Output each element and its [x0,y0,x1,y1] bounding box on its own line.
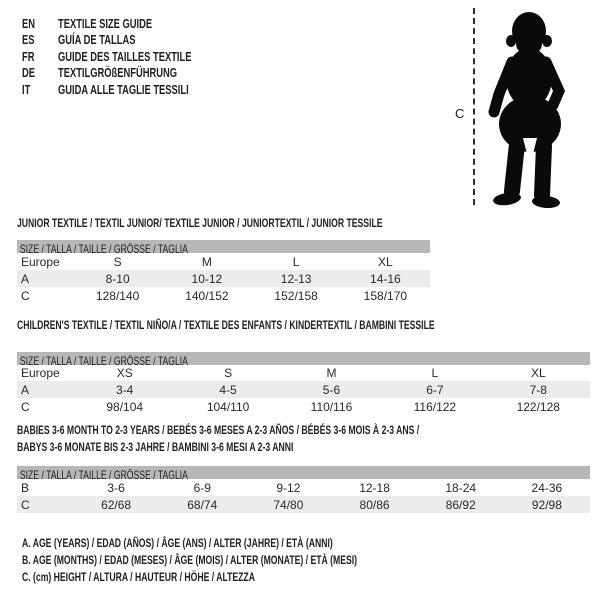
size-header-text: SIZE / TALLA / TAILLE / GRÖSSE / TAGLIA [19,354,188,368]
lang-code: FR [22,48,35,64]
height-measure-dashed-line [473,8,475,205]
row-label: A [21,382,30,397]
lang-label: GUIDE DES TAILLES TEXTILE [58,48,192,64]
table-row [17,253,430,270]
junior-table-title: JUNIOR TEXTILE / TEXTIL JUNIOR/ TEXTILE JUNIOR / JUNIORTEXTIL / JUNIOR TESSILE [17,216,383,230]
height-measure-label: C [455,106,465,121]
babies-size-table [17,479,590,513]
size-cell: 104/110 [206,399,250,414]
size-cell: M [201,254,212,269]
children-size-table [17,364,590,415]
size-cell: 74/80 [273,497,304,512]
size-cell: L [292,254,300,269]
row-label: Europe [21,365,60,380]
babies-table-title-line2: BABYS 3-6 MONATE BIS 2-3 JAHRE / BAMBINI 3-6 MESI A 2-3 ANNI [17,440,294,454]
row-label: C [21,497,30,512]
size-cell: 98/104 [106,399,144,414]
size-cell: 122/128 [516,399,560,414]
row-label: Europe [21,254,60,269]
size-cell: 6-9 [193,480,211,495]
size-cell: 110/116 [310,399,353,414]
children-table-title: CHILDREN'S TEXTILE / TEXTIL NIÑO/A / TEXTILE DES ENFANTS / KINDERTEXTIL / BAMBINI TESSILE [17,318,435,332]
size-cell: 12-18 [359,480,390,495]
table-row [17,287,430,304]
size-cell: 86/92 [445,497,476,512]
size-cell: 5-6 [322,382,341,397]
row-label: C [21,399,30,414]
babies-table-title-line1: BABIES 3-6 MONTH TO 2-3 YEARS / BEBÉS 3-6 MESES A 2-3 AÑOS / BÉBÉS 3-6 MOIS À 2-3 ANS / [17,423,420,437]
size-cell: S [113,254,122,269]
size-cell: XS [116,365,133,380]
table-row [17,479,590,496]
lang-label: GUÍA DE TALLAS [58,32,136,48]
lang-label: GUIDA ALLE TAGLIE TESSILI [58,81,189,97]
note-age-years: A. AGE (YEARS) / EDAD (AÑOS) / ÂGE (ANS) / ALTER (JAHRE) / ETÀ (ANNI) [22,536,333,550]
size-cell: 14-16 [370,271,401,286]
size-cell: 3-6 [107,480,125,495]
lang-row-it [22,81,191,98]
size-cell: 4-5 [219,382,237,397]
size-cell: 3-4 [116,382,134,397]
lang-code: IT [22,81,31,97]
lang-label: TEXTILGRÖßENFÜHRUNG [58,65,178,81]
table-row [17,496,590,513]
lang-row-en [22,15,191,32]
lang-row-de [22,65,191,82]
size-cell: XL [530,365,546,380]
size-cell: 6-7 [426,382,444,397]
size-cell: 158/170 [363,288,408,303]
size-cell: 80/86 [359,497,390,512]
size-header-text: SIZE / TALLA / TAILLE / GRÖSSE / TAGLIA [19,468,188,482]
row-label: B [21,480,30,495]
size-cell: 7-8 [529,382,547,397]
size-header-text: SIZE / TALLA / TAILLE / GRÖSSE / TAGLIA [19,242,188,256]
size-cell: 116/122 [413,399,457,414]
size-cell: 68/74 [187,497,218,512]
size-cell: 10-12 [191,271,223,286]
size-cell: 128/140 [95,288,140,303]
table-row [17,381,590,398]
size-cell: 140/152 [185,288,229,303]
lang-code: DE [22,65,36,81]
table-row [17,270,430,287]
table-row [17,398,590,415]
table-row [17,364,590,381]
row-label: A [21,271,30,286]
note-age-months: B. AGE (MONTHS) / EDAD (MESES) / ÂGE (MOIS) / ALTER (MONATE) / ETÀ (MESI) [22,553,358,567]
size-cell: 12-13 [280,271,312,286]
lang-row-es [22,32,191,49]
row-label: C [21,288,30,303]
size-cell: 8-10 [105,271,130,286]
size-cell: XL [378,254,393,269]
size-cell: 92/98 [531,497,562,512]
size-cell: 24-36 [531,480,563,495]
babies-size-header-bar [17,466,590,482]
baby-silhouette-figure [484,6,594,208]
size-cell: M [326,365,337,380]
lang-row-fr [22,48,191,65]
language-title-list [22,15,257,98]
lang-code: EN [22,15,36,31]
lang-code: ES [22,32,35,48]
legend-notes [22,535,487,586]
lang-label: TEXTILE SIZE GUIDE [58,15,153,31]
size-cell: 152/158 [274,288,318,303]
size-cell: 9-12 [276,480,301,495]
junior-size-header-bar [17,240,430,256]
size-cell: 18-24 [445,480,477,495]
size-cell: L [431,365,439,380]
note-height-cm: C. (cm) HEIGHT / ALTURA / HAUTEUR / HÖHE / ALTEZZA [22,570,255,584]
size-cell: S [224,365,233,380]
size-cell: 62/68 [101,497,132,512]
junior-size-table [17,253,430,304]
